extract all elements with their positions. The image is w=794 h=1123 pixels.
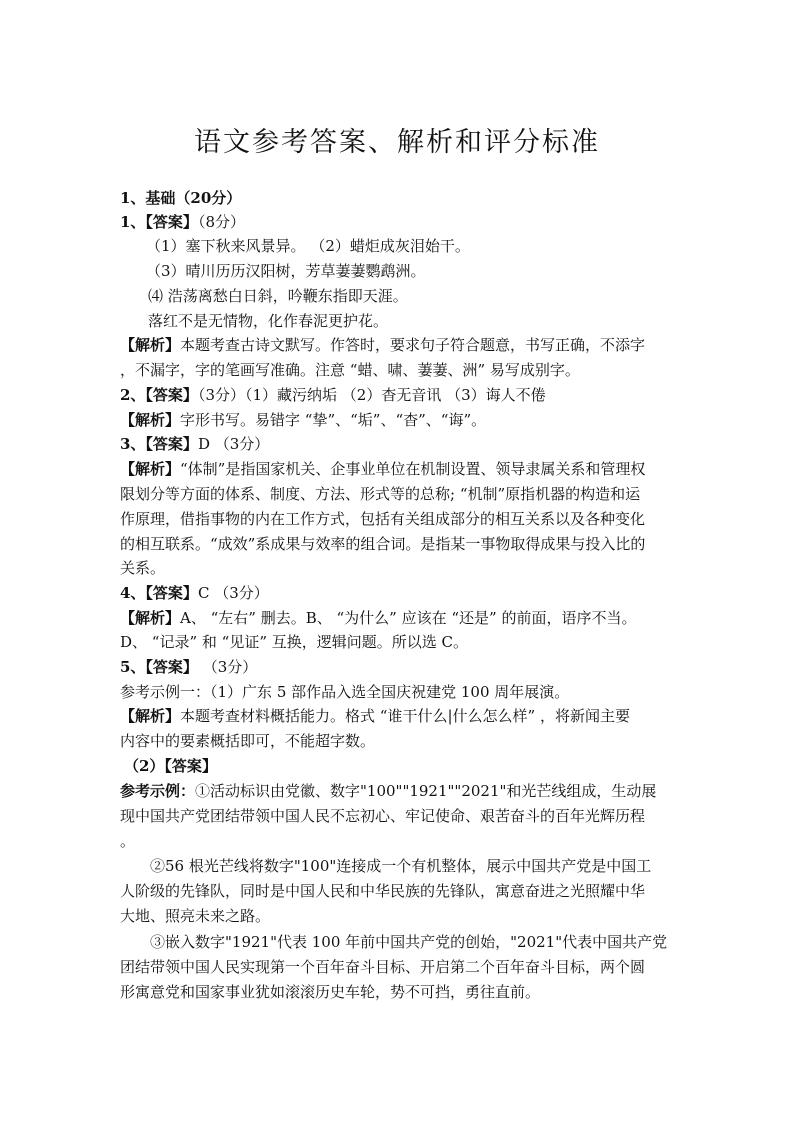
line-text: 本题考查古诗文默写。作答时，要求句子符合题意，书写正确，不添字 — [180, 336, 646, 354]
analysis-line — [120, 360, 580, 380]
line-text: 限划分等方面的体系、制度、方法、形式等的总称; “机制”原指机器的构造和运 — [120, 485, 641, 503]
line-text: A、 “左右” 删去。B、 “为什么” 应该在 “还是” 的前面，语序不当。 — [180, 609, 637, 627]
analysis-line — [120, 731, 375, 751]
answer-line — [146, 261, 426, 281]
analysis-line — [120, 534, 645, 554]
answer-line — [120, 657, 257, 677]
line-lead: 2、【答案】 — [120, 386, 198, 404]
line-text: 。 — [120, 832, 136, 850]
line-lead: 【解析】 — [120, 411, 181, 429]
line-lead: 【解析】 — [120, 609, 181, 627]
analysis-line — [120, 459, 645, 479]
line-text: ，不漏字，字的笔画写准确。注意 “蜡、啸、萋萋、洲” 易写成别字。 — [120, 361, 580, 379]
example-line — [120, 881, 645, 901]
line-text: 形寓意党和国家事业犹如滚滚历史车轮，势不可挡，勇往直前。 — [120, 983, 541, 1001]
line-lead: 1、基础（20分） — [120, 189, 242, 207]
analysis-line — [120, 608, 637, 628]
line-text: C （3分） — [197, 584, 269, 602]
line-lead: 3、【答案】 — [120, 435, 198, 453]
line-lead: 【解析】 — [120, 707, 181, 725]
line-text: ⑷ 浩荡离愁白日斜，吟鞭东指即天涯。 — [148, 287, 408, 305]
analysis-line — [120, 632, 468, 652]
example-line — [150, 856, 651, 876]
example-line — [120, 781, 656, 801]
answer-line — [148, 286, 408, 306]
line-lead: 5、【答案】 — [120, 658, 198, 676]
example-line — [120, 982, 540, 1002]
answer-line — [148, 311, 388, 331]
example-line — [120, 957, 645, 977]
line-lead: 4、【答案】 — [120, 584, 198, 602]
line-text: “体制”是指国家机关、企事业单位在机制设置、领导隶属关系和管理权 — [180, 460, 646, 478]
page-title: 语文参考答案、解析和评分标准 — [194, 127, 600, 158]
analysis-line — [120, 558, 165, 578]
line-lead: （2）【答案】 — [124, 757, 217, 775]
line-lead: 参考示例： — [120, 782, 196, 800]
line-text: 现中国共产党团结带领中国人民不忘初心、牢记使命、艰苦奋斗的百年光辉历程 — [120, 807, 646, 825]
answer-line — [120, 212, 245, 232]
line-text: （8分） — [197, 213, 245, 231]
line-text: 关系。 — [120, 559, 166, 577]
example-line — [120, 831, 135, 851]
line-lead: 1、【答案】 — [120, 213, 198, 231]
line-text: 人阶级的先锋队，同时是中国人民和中华民族的先锋队，寓意奋进之光照耀中华 — [120, 882, 646, 900]
analysis-line — [120, 484, 640, 504]
answer-line — [146, 236, 470, 256]
line-text: 本题考查材料概括能力。格式 “谁干什么|什么怎么样” ，将新闻主要 — [180, 707, 630, 725]
analysis-line — [120, 410, 486, 430]
example-line — [120, 806, 645, 826]
section-heading — [120, 188, 241, 208]
line-text: 落红不是无情物，化作春泥更护花。 — [148, 312, 389, 330]
analysis-line — [120, 335, 645, 355]
line-text: 内容中的要素概括即可，不能超字数。 — [120, 732, 376, 750]
answer-line — [120, 385, 546, 405]
answer-line — [120, 583, 269, 603]
line-text: 的相互联系。“成效”系成果与效率的组合词。是指某一事物取得成果与投入比的 — [120, 535, 646, 553]
line-lead: 【解析】 — [120, 460, 181, 478]
line-text: 团结带领中国人民实现第一个百年奋斗目标、开启第二个百年奋斗目标，两个圆 — [120, 958, 646, 976]
line-text: ①活动标识由党徽、数字"100""1921""2021"和光芒线组成，生动展 — [195, 782, 657, 800]
analysis-line — [120, 509, 645, 529]
line-text: （3分）（1）藏污纳垢 （2）杳无音讯 （3）诲人不倦 — [197, 386, 546, 404]
line-text: ②56 根光芒线将数字"100"连接成一个有机整体，展示中国共产党是中国工 — [150, 857, 652, 875]
analysis-line — [120, 706, 630, 726]
line-lead: 【解析】 — [120, 336, 181, 354]
line-text: 作原理，借指事物的内在工作方式，包括有关组成部分的相互关系以及各种变化 — [120, 510, 646, 528]
example-line — [150, 932, 667, 952]
answer-line — [120, 434, 269, 454]
line-text: D （3分） — [197, 435, 270, 453]
example-line — [120, 682, 569, 702]
line-text: 大地、照亮未来之路。 — [120, 907, 271, 925]
line-text: 参考示例一：（1）广东 5 部作品入选全国庆祝建党 100 周年展演。 — [120, 683, 570, 701]
line-text: 字形书写。易错字 “挚”、“垢”、“杳”、“诲”。 — [180, 411, 487, 429]
answer-line — [124, 756, 217, 776]
line-text: （1）塞下秋来风景异。 （2）蜡炬成灰泪始干。 — [146, 237, 470, 255]
example-line — [120, 906, 270, 926]
line-text: （3）晴川历历汉阳树，芳草萋萋鹦鹉洲。 — [146, 262, 426, 280]
line-text: （3分） — [197, 658, 258, 676]
line-text: D、 “记录” 和 “见证” 互换，逻辑问题。所以选 C。 — [120, 633, 469, 651]
line-text: ③嵌入数字"1921"代表 100 年前中国共产党的创始，"2021"代表中国共产党 — [150, 933, 668, 951]
